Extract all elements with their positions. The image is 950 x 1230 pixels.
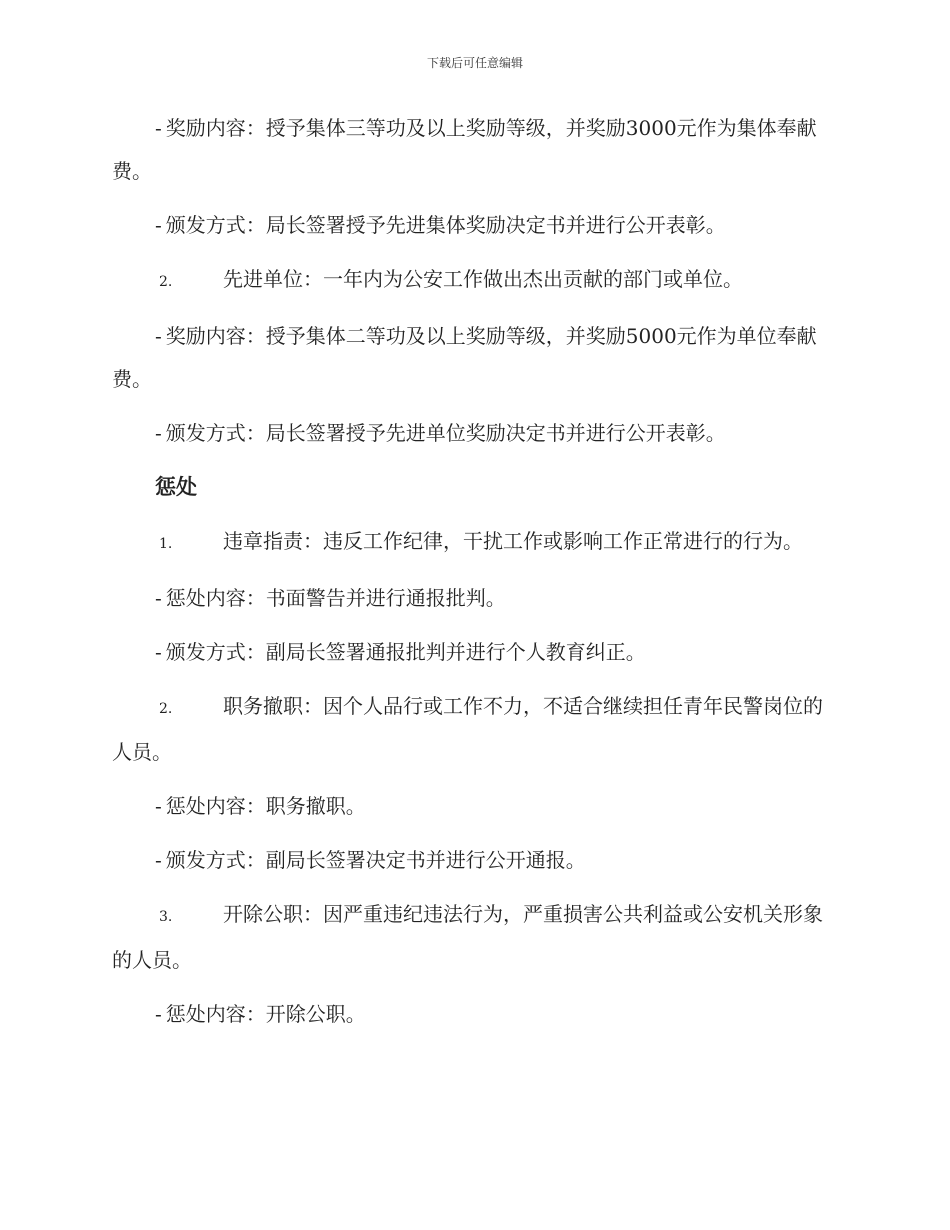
- paragraph-text: 惩处内容：职务撤职。: [165, 794, 366, 818]
- paragraph-text: 颁发方式：局长签署授予先进单位奖励决定书并进行公开表彰。: [165, 421, 726, 445]
- paragraph-text: 颁发方式：副局长签署决定书并进行公开通报。: [165, 848, 586, 872]
- numbered-item: [112, 893, 834, 982]
- document-body: [112, 107, 834, 1047]
- item-number: 3.: [159, 909, 173, 925]
- paragraph: - 奖励内容：授予集体二等功及以上奖励等级，并奖励5000元作为单位奉献费。: [112, 324, 817, 391]
- paragraph-text: 颁发方式：局长签署授予先进集体奖励决定书并进行公开表彰。: [165, 213, 726, 237]
- paragraph: - 惩处内容：职务撤职。: [155, 794, 366, 818]
- paragraph: - 惩处内容：书面警告并进行通报批判。: [155, 586, 506, 610]
- paragraph-text: 奖励内容：授予集体二等功及以上奖励等级，并奖励5000元作为单位奉献费。: [112, 324, 817, 391]
- paragraph: - 颁发方式：局长签署授予先进单位奖励决定书并进行公开表彰。: [155, 421, 726, 445]
- paragraph-text: 惩处内容：开除公职。: [165, 1002, 366, 1026]
- paragraph-text: 先进单位：一年内为公安工作做出杰出贡献的部门或单位。: [223, 267, 743, 291]
- paragraph: - 惩处内容：开除公职。: [155, 1002, 366, 1026]
- paragraph-text: 开除公职：因严重违纪违法行为，严重损害公共利益或公安机关形象的人员。: [112, 902, 823, 972]
- item-number: 2.: [159, 274, 173, 290]
- numbered-item: [112, 258, 834, 304]
- page-header: 下载后可任意编辑: [426, 56, 523, 70]
- paragraph-text: 惩处内容：书面警告并进行通报批判。: [165, 586, 506, 610]
- paragraph: - 颁发方式：副局长签署通报批判并进行个人教育纠正。: [155, 640, 646, 664]
- item-number: 2.: [159, 701, 173, 717]
- paragraph: - 奖励内容：授予集体三等功及以上奖励等级，并奖励3000元作为集体奉献费。: [112, 116, 817, 183]
- numbered-item: [112, 520, 834, 566]
- section-heading: 惩处: [155, 475, 197, 499]
- paragraph: - 颁发方式：局长签署授予先进集体奖励决定书并进行公开表彰。: [155, 213, 726, 237]
- paragraph: - 颁发方式：副局长签署决定书并进行公开通报。: [155, 848, 586, 872]
- paragraph-text: 奖励内容：授予集体三等功及以上奖励等级，并奖励3000元作为集体奉献费。: [112, 116, 817, 183]
- paragraph-text: 违章指责：违反工作纪律，干扰工作或影响工作正常进行的行为。: [223, 529, 803, 553]
- item-number: 1.: [159, 536, 173, 552]
- paragraph-text: 职务撤职：因个人品行或工作不力，不适合继续担任青年民警岗位的人员。: [112, 694, 823, 764]
- numbered-item: [112, 685, 834, 774]
- paragraph-text: 颁发方式：副局长签署通报批判并进行个人教育纠正。: [165, 640, 646, 664]
